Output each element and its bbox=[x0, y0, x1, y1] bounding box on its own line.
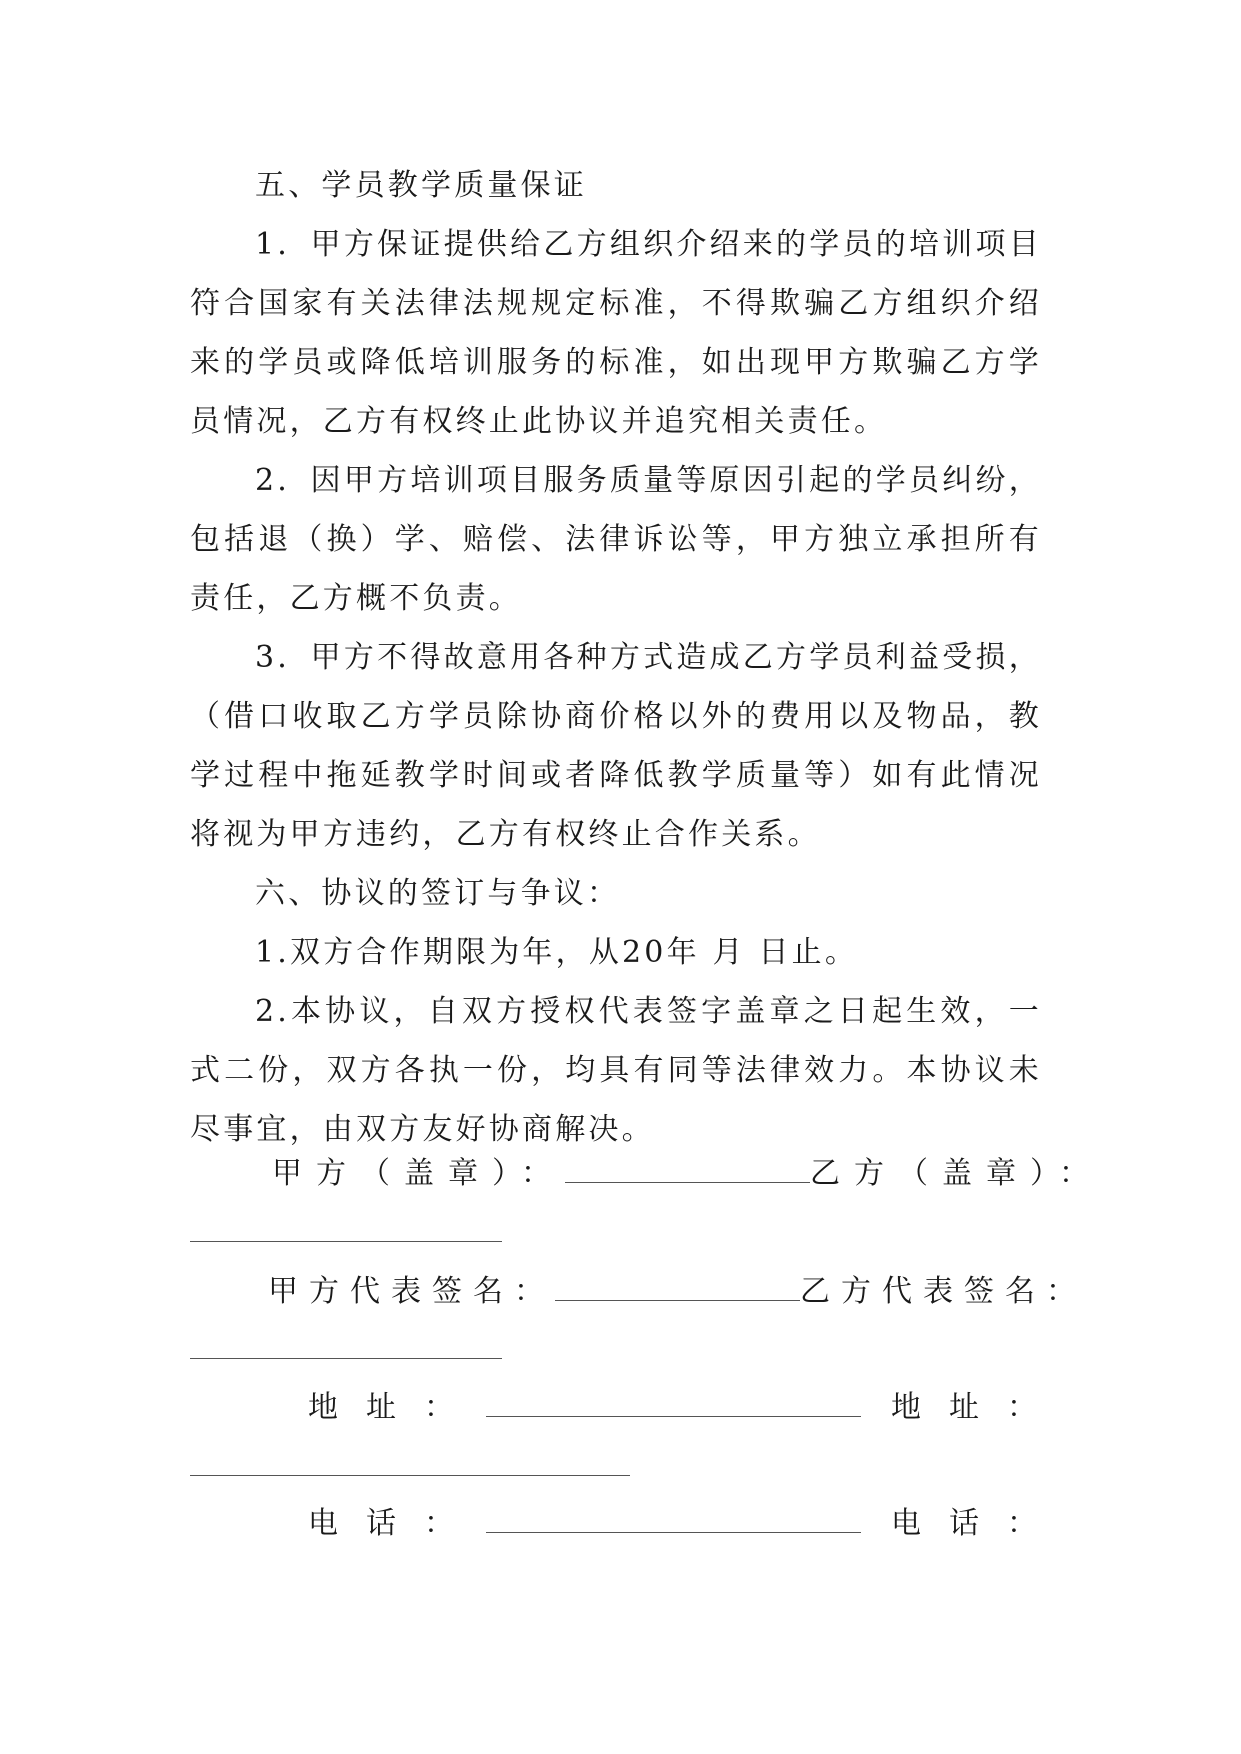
contract-body bbox=[190, 156, 1042, 1159]
party-b-seal-blank[interactable] bbox=[190, 1241, 502, 1242]
party-a-rep-blank[interactable] bbox=[555, 1278, 800, 1301]
representative-line bbox=[190, 1266, 1087, 1310]
seal-line bbox=[190, 1148, 1103, 1192]
clause-5-1: 1．甲方保证提供给乙方组织介绍来的学员的培训项目符合国家有关法律法规规定标准，不得欺骗乙方组织介绍来的学员或降低培训服务的标准，如出现甲方欺骗乙方学员情况，乙方有权终止此协议并追究相关责任。 bbox=[190, 227, 1042, 439]
party-a-rep-label: 甲方代表签名： bbox=[268, 1274, 555, 1309]
clause-6-2: 2.本协议，自双方授权代表签字盖章之日起生效，一式二份，双方各执一份，均具有同等法律效力。本协议未尽事宜，由双方友好协商解决。 bbox=[190, 994, 1042, 1147]
party-b-rep-blank[interactable] bbox=[190, 1358, 502, 1359]
clause-6-1: 1.双方合作期限为年，从20年 月 日止。 bbox=[255, 935, 859, 970]
phone-a-blank[interactable] bbox=[486, 1510, 861, 1533]
address-b-blank[interactable] bbox=[190, 1475, 630, 1476]
party-a-seal-blank[interactable] bbox=[565, 1160, 810, 1183]
section-heading-signing: 六、协议的签订与争议： bbox=[255, 876, 621, 911]
clause-5-3: 3．甲方不得故意用各种方式造成乙方学员利益受损，（借口收取乙方学员除协商价格以外的费用以及物品，教学过程中拖延教学时间或者降低教学质量等）如有此情况将视为甲方违约，乙方有权终止合作关系。 bbox=[190, 640, 1042, 852]
party-b-seal-label: 乙方（盖章）： bbox=[810, 1156, 1103, 1191]
address-line bbox=[190, 1382, 1065, 1426]
clause-5-2: 2．因甲方培训项目服务质量等原因引起的学员纠纷，包括退（换）学、赔偿、法律诉讼等，甲方独立承担所有责任，乙方概不负责。 bbox=[190, 463, 1042, 616]
party-a-seal-label: 甲方（盖章）： bbox=[272, 1156, 565, 1191]
address-b-label: 地址： bbox=[891, 1390, 1065, 1425]
party-b-rep-label: 乙方代表签名： bbox=[800, 1274, 1087, 1309]
phone-b-label: 电话： bbox=[891, 1506, 1065, 1541]
phone-a-label: 电话： bbox=[308, 1506, 482, 1541]
phone-line bbox=[190, 1498, 1065, 1542]
address-a-blank[interactable] bbox=[486, 1394, 861, 1417]
address-a-label: 地址： bbox=[308, 1390, 482, 1425]
section-heading-quality: 五、学员教学质量保证 bbox=[255, 168, 587, 203]
